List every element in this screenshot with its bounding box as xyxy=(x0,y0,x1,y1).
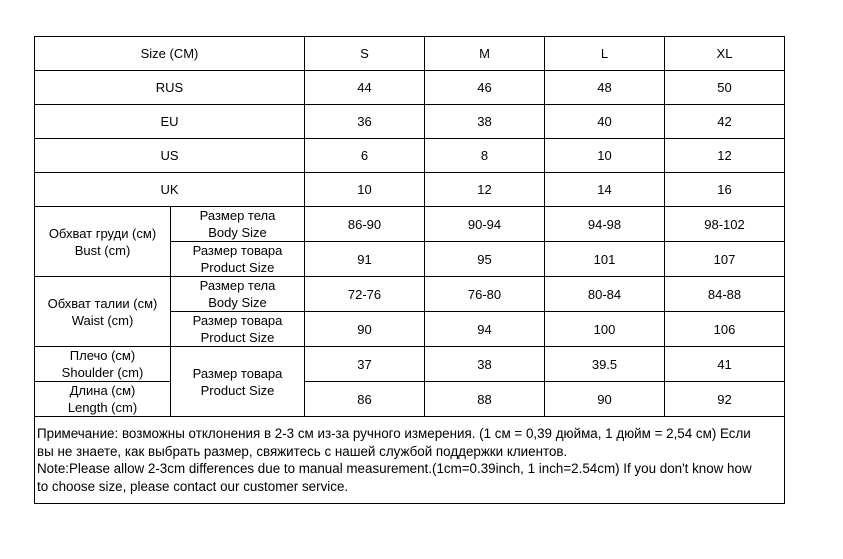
product-size-label xyxy=(171,242,305,277)
table-cell: 50 xyxy=(665,71,785,105)
rus-label: RUS xyxy=(35,71,305,105)
size-header-m: M xyxy=(425,37,545,71)
rus-row xyxy=(35,71,785,105)
table-cell: 80-84 xyxy=(545,277,665,312)
table-cell: 86-90 xyxy=(305,207,425,242)
table-cell: 16 xyxy=(665,173,785,207)
size-header-s: S xyxy=(305,37,425,71)
body-size-label-ru: Размер тела xyxy=(199,278,276,293)
uk-row xyxy=(35,173,785,207)
shoulder-label-en: Shoulder (cm) xyxy=(61,365,144,380)
product-size-label-en: Product Size xyxy=(200,260,275,275)
table-cell: 98-102 xyxy=(665,207,785,242)
body-size-label-en: Body Size xyxy=(208,225,267,240)
us-row xyxy=(35,139,785,173)
table-cell: 90 xyxy=(305,312,425,347)
body-size-label-ru: Размер тела xyxy=(199,208,276,223)
table-cell: 107 xyxy=(665,242,785,277)
eu-label: EU xyxy=(35,105,305,139)
product-size-label xyxy=(171,347,305,417)
waist-label xyxy=(35,277,171,347)
table-cell: 95 xyxy=(425,242,545,277)
waist-label-ru: Обхват талии (см) xyxy=(47,295,158,311)
table-cell: 36 xyxy=(305,105,425,139)
table-cell: 84-88 xyxy=(665,277,785,312)
table-cell: 12 xyxy=(425,173,545,207)
bust-label-en: Bust (cm) xyxy=(74,242,131,258)
product-size-label-en: Product Size xyxy=(200,382,275,398)
table-cell: 100 xyxy=(545,312,665,347)
length-label-ru: Длина (см) xyxy=(69,383,136,398)
body-size-label-en: Body Size xyxy=(208,295,267,310)
table-cell: 44 xyxy=(305,71,425,105)
size-header-label: Size (CM) xyxy=(35,37,305,71)
length-label-en: Length (cm) xyxy=(67,400,138,415)
body-size-label xyxy=(171,277,305,312)
note-en-line-1: Note:Please allow 2-3cm differences due to manual measurement.(1cm=0.39inch, 1 inch=2.54cm) If you don't know how xyxy=(37,461,752,476)
length-label xyxy=(35,382,171,417)
product-size-label-ru: Размер товара xyxy=(192,243,283,258)
table-cell: 72-76 xyxy=(305,277,425,312)
table-cell: 94 xyxy=(425,312,545,347)
table-cell: 88 xyxy=(425,382,545,417)
table-cell: 10 xyxy=(305,173,425,207)
table-cell: 38 xyxy=(425,347,545,382)
product-size-label-ru: Размер товара xyxy=(192,313,283,328)
table-cell: 91 xyxy=(305,242,425,277)
bust-label-ru: Обхват груди (см) xyxy=(48,225,157,241)
shoulder-label xyxy=(35,347,171,382)
waist-label-en: Waist (cm) xyxy=(71,312,134,328)
table-cell: 12 xyxy=(665,139,785,173)
shoulder-row xyxy=(35,347,785,382)
note-row xyxy=(35,417,785,504)
table-cell: 76-80 xyxy=(425,277,545,312)
waist-body-row xyxy=(35,277,785,312)
length-row xyxy=(35,382,785,417)
table-cell: 14 xyxy=(545,173,665,207)
table-cell: 10 xyxy=(545,139,665,173)
us-label: US xyxy=(35,139,305,173)
size-header-l: L xyxy=(545,37,665,71)
bust-body-row xyxy=(35,207,785,242)
product-size-label-en: Product Size xyxy=(200,330,275,345)
product-size-label xyxy=(171,312,305,347)
table-cell: 37 xyxy=(305,347,425,382)
table-cell: 46 xyxy=(425,71,545,105)
table-cell: 39.5 xyxy=(545,347,665,382)
note-ru-line-1: Примечание: возможны отклонения в 2-3 см из-за ручного измерения. (1 см = 0,39 дюйма, 1 дюйм = 2,54 см) Если xyxy=(37,426,751,441)
eu-row xyxy=(35,105,785,139)
table-cell: 94-98 xyxy=(545,207,665,242)
uk-label: UK xyxy=(35,173,305,207)
bust-label xyxy=(35,207,171,277)
table-cell: 86 xyxy=(305,382,425,417)
table-cell: 42 xyxy=(665,105,785,139)
note-ru-line-2: вы не знаете, как выбрать размер, свяжитесь с нашей службой поддержки клиентов. xyxy=(37,443,568,459)
table-cell: 101 xyxy=(545,242,665,277)
table-cell: 90 xyxy=(545,382,665,417)
header-row xyxy=(35,37,785,71)
shoulder-label-ru: Плечо (см) xyxy=(69,348,136,363)
table-cell: 41 xyxy=(665,347,785,382)
table-cell: 6 xyxy=(305,139,425,173)
table-cell: 40 xyxy=(545,105,665,139)
table-cell: 8 xyxy=(425,139,545,173)
table-cell: 90-94 xyxy=(425,207,545,242)
measurement-note xyxy=(35,417,785,504)
size-chart-table xyxy=(34,36,785,504)
table-cell: 106 xyxy=(665,312,785,347)
note-en-line-2: to choose size, please contact our customer service. xyxy=(37,478,349,494)
table-cell: 48 xyxy=(545,71,665,105)
table-cell: 38 xyxy=(425,105,545,139)
table-cell: 92 xyxy=(665,382,785,417)
product-size-label-ru: Размер товара xyxy=(192,365,283,381)
size-header-xl: XL xyxy=(665,37,785,71)
body-size-label xyxy=(171,207,305,242)
